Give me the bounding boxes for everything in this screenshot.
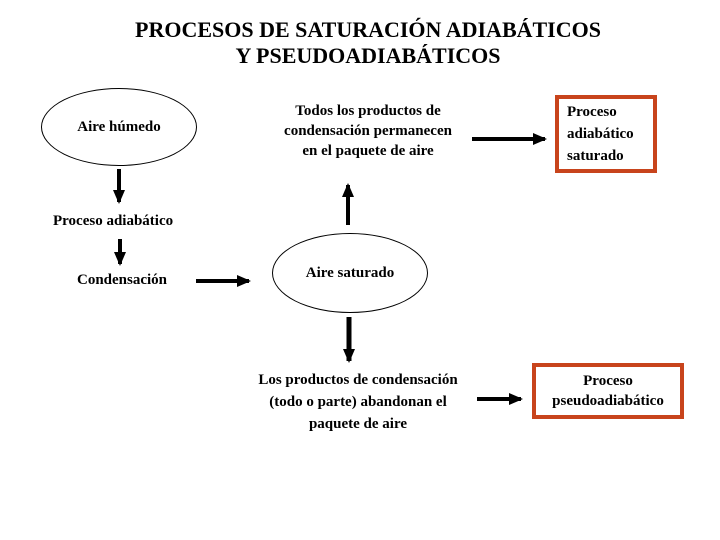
text-condensation-stays-line2: condensación permanecen (284, 123, 452, 139)
text-condensation-stays-line3: en el paquete de aire (302, 143, 434, 159)
text-condensation-stays (258, 101, 478, 161)
label-proceso-adiabatico: Proceso adiabático (53, 213, 174, 229)
node-aire-humedo (41, 88, 197, 166)
slide-title-line1: PROCESOS DE SATURACIÓN ADIABÁTICOS (135, 17, 601, 42)
slide-title (58, 17, 678, 69)
box-proceso-adiabatico-saturado (555, 95, 657, 173)
label-condensacion: Condensación (77, 272, 168, 288)
text-condensation-leaves (248, 369, 468, 435)
node-aire-humedo-label: Aire húmedo (77, 118, 161, 135)
box-proceso-adiabatico-saturado-line2: adiabático (567, 126, 634, 142)
box-proceso-pseudoadiabatico-line2: pseudoadiabático (552, 393, 664, 409)
box-proceso-adiabatico-saturado-line1: Proceso (567, 104, 617, 120)
box-proceso-adiabatico-saturado-line3: saturado (567, 148, 624, 164)
text-condensation-leaves-line3: paquete de aire (308, 416, 408, 432)
text-condensation-stays-line1: Todos los productos de (295, 103, 441, 119)
node-aire-saturado (272, 233, 428, 313)
text-condensation-leaves-line1: Los productos de condensación (258, 372, 458, 388)
node-aire-saturado-label: Aire saturado (305, 264, 395, 281)
slide-title-line2: Y PSEUDOADIABÁTICOS (235, 43, 501, 68)
text-condensation-leaves-line2: (todo o parte) abandonan el (269, 394, 447, 410)
box-proceso-pseudoadiabatico (532, 363, 684, 419)
box-proceso-pseudoadiabatico-line1: Proceso (583, 373, 633, 389)
